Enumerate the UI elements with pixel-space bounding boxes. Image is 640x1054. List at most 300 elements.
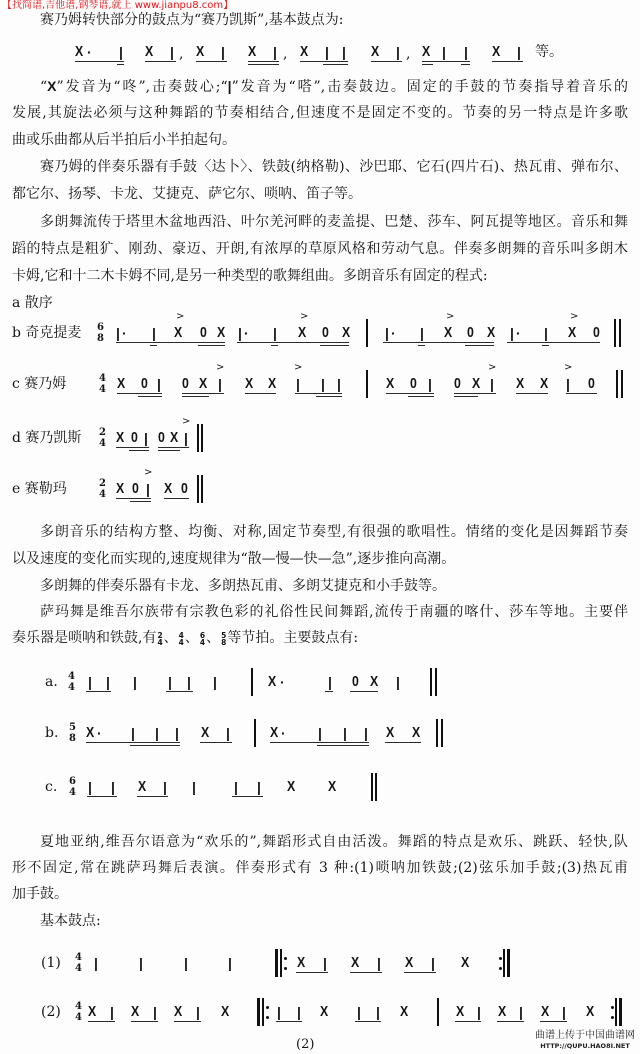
dum-stroke: X [405,954,414,971]
dum-stroke: X [268,375,277,392]
tak-stroke: | [184,955,188,971]
beam-line [131,1021,158,1022]
beam-line [200,742,232,743]
paragraph-line: 夏地亚纳,维吾尔语意为“欢乐的”,舞蹈形式自由活泼。舞蹈的特点是欢乐、跳跃、轻快,队 [40,834,628,850]
beam-line [316,396,342,397]
final-barline [441,719,443,747]
paragraph-line: 多朗舞流传于塔里木盆地西沿、叶尔羌河畔的麦盖提、巴楚、莎车、阿瓦提等地区。音乐和舞 [40,214,628,230]
dum-stroke: X [217,324,226,341]
tak-stroke: | [228,955,232,971]
dum-stroke: X [386,375,395,392]
basic-beats-label: 基本鼓点: [40,913,101,929]
paragraph-line [12,628,628,648]
dum-stroke: X [131,1003,140,1020]
time-signature [74,1001,83,1023]
beam-line [158,447,189,448]
form-label-sanxu: a 散序 [12,295,53,311]
meter-numerator: 5 [221,630,227,640]
comma: , [283,46,288,62]
site-watermark-top: 【找简谱,吉他谱,钢琴谱,就上 www.jianpu8.com】 [2,0,234,11]
dum-stroke: X [174,324,183,341]
time-signature [74,952,83,974]
ts-denominator: 4 [68,682,75,693]
separator: 、 [206,630,221,646]
meter-denominator: 8 [221,638,227,647]
tak-stroke: | [318,725,322,741]
dum-stroke: X [86,724,95,741]
beam-line [232,796,263,797]
tak-stroke: | [566,376,570,392]
beam-line [117,393,162,394]
tak-stroke: | [187,674,191,690]
rhythm-row-sainaimu [0,362,640,395]
tak-stroke: | [88,674,92,690]
dum-stroke: X [116,480,125,497]
repeat-start-thick-bar [257,998,260,1026]
etc-text: 等。 [535,44,563,60]
dum-stroke: X [116,429,125,446]
dum-stroke: X [75,43,84,60]
final-barline [616,370,618,398]
beam-line [454,393,496,394]
paragraph-line: 多朗音乐的结构方整、均衡、对称,固定节奏型,有很强的歌唱性。情绪的变化是因舞蹈节奏 [40,524,628,540]
meter-fraction [157,632,162,647]
accent-mark: > [446,311,455,322]
beam-line [116,498,151,499]
ts-numerator: 4 [68,671,75,682]
augmentation-dot: · [97,725,102,741]
dum-stroke: X [540,375,549,392]
tak-stroke: | [464,44,468,60]
tak-stroke: | [297,1004,301,1020]
tak-stroke: | [544,325,548,341]
augmentation-dot: · [516,325,521,341]
final-barline [436,719,438,747]
ts-numerator: 2 [99,427,106,438]
tak-stroke: | [218,376,222,392]
tak-stroke: | [517,44,521,60]
tak-stroke: | [377,955,381,971]
accent-mark: > [570,311,579,322]
beam-line [182,393,224,394]
beam-line [461,64,470,65]
dum-stroke: X [412,724,421,741]
tak-stroke: | [131,725,135,741]
paragraph-line: 卡姆,它和十二木卡姆不同,是另一种类型的歌舞组曲。多朗音乐有固定的程式: [12,268,488,284]
rest: 0 [410,375,417,392]
final-barline [430,668,432,696]
tak-stroke: | [321,376,325,392]
repeat-start-thin-bar [280,949,282,977]
dum-stroke: X [498,1003,507,1020]
tak-stroke: | [221,44,225,60]
barline [254,719,256,747]
beam-line [245,393,276,394]
repeat-dots [284,957,287,970]
tak-stroke: | [94,955,98,971]
rest: 0 [588,375,595,392]
dum-stroke: X [297,954,306,971]
time-signature [98,427,107,449]
dum-stroke: X [461,954,470,971]
beam-line [465,345,494,346]
repeat-start-thin-bar [262,998,264,1026]
tak-stroke: | [139,955,143,971]
tak-stroke: | [562,1004,566,1020]
dum-stroke: X [88,1003,97,1020]
meter-denominator: 4 [199,638,206,647]
barline [251,668,253,696]
time-signature [68,722,77,744]
final-barline [201,424,203,452]
tak-stroke: | [325,44,329,60]
paragraph-line: 赛乃姆的伴奏乐器有手鼓〈达卜〉、铁鼓(纳格勒)、沙巴耶、它石(四片石)、热瓦甫、弹布尔、 [40,159,628,175]
text-segment: 奏乐器是唢呐和铁鼓,有 [12,630,157,646]
site-watermark-bottom [531,1030,639,1050]
beam-line [276,1021,302,1022]
tak-stroke: | [144,430,148,446]
repeat-end-thin-bar [503,949,505,977]
ts-numerator: 2 [99,478,106,489]
ts-numerator: 4 [99,373,106,384]
beam-line [492,61,523,62]
tak-stroke: | [192,779,196,795]
tak-stroke: | [519,1004,523,1020]
final-barline [197,424,199,452]
tak-stroke: | [184,430,188,446]
tak-stroke: | [111,779,115,795]
time-signature [98,373,107,395]
dum-stroke: X [138,778,147,795]
tak-stroke: | [116,325,120,341]
rhythm-row-sama-b [0,722,640,744]
tak-stroke: | [88,779,92,795]
accent-mark: > [144,467,153,478]
dum-stroke: X [145,43,154,60]
time-signature [67,671,76,693]
dum-stroke: X [248,43,257,60]
beam-line [516,393,548,394]
beam-line [130,745,180,746]
accent-mark: > [182,416,191,427]
tak-stroke: | [337,376,341,392]
beam-line [320,345,349,346]
ts-denominator: 4 [99,384,106,395]
tak-stroke: | [196,1004,200,1020]
ts-denominator: 4 [75,1012,82,1023]
repeat-end-thick-bar [507,949,510,977]
beam-line [129,450,149,451]
tak-stroke: | [385,325,389,341]
tak-stroke: | [146,481,150,497]
dum-stroke: X [456,1003,465,1020]
repeat-start-thick-bar [275,949,278,977]
form-label: e 赛勒玛 [12,481,67,497]
tak-symbol: | [227,78,232,94]
augmentation-dot: · [87,44,92,60]
repeat-dots [499,957,502,970]
rest: 0 [200,324,207,341]
beam-line [150,345,157,346]
beam-line [130,501,151,502]
tak-stroke: | [110,1004,114,1020]
beam-line [137,796,168,797]
beam-line [271,345,278,346]
meter-fraction [221,632,226,647]
beam-line [198,345,225,346]
beam-line [540,1021,567,1022]
beam-line [237,342,349,343]
beam-line [404,972,436,973]
beam-line [323,64,348,65]
beam-line [300,61,348,62]
dum-stroke: X [270,724,279,741]
text-segment: “ [40,79,48,95]
final-barline [197,475,199,503]
ts-denominator: 4 [99,489,106,500]
comma: , [406,46,411,62]
beam-line [383,342,494,343]
dum-stroke: X [541,1003,550,1020]
final-barline [619,319,621,347]
tak-stroke: | [342,44,346,60]
tak-stroke: | [234,779,238,795]
tak-stroke: | [396,44,400,60]
tak-stroke: | [175,725,179,741]
tak-stroke: | [343,725,347,741]
beam-line [166,691,193,692]
dum-stroke: X [199,375,208,392]
rest: 0 [181,480,188,497]
beam-line [182,396,209,397]
tak-stroke: | [396,674,400,690]
time-signature [98,478,107,500]
barline [366,370,368,398]
text-segment: ”发音为“嗒”,击奏鼓边。固定的手鼓的节奏指导着音乐的 [231,79,629,95]
augmentation-dot: · [281,725,286,741]
tak-stroke: | [328,674,332,690]
dum-stroke: X [472,375,481,392]
tak-stroke: | [490,376,494,392]
dum-stroke: X [174,1003,183,1020]
repeat-dots [611,1006,614,1019]
comma: , [179,46,184,62]
repeat-end-thin-bar [615,998,617,1026]
ts-numerator: 4 [75,1001,82,1012]
tak-stroke: | [296,376,300,392]
meter-numerator: 6 [199,630,206,640]
tak-stroke: | [357,1004,361,1020]
ts-denominator: 8 [69,733,76,744]
beam-line [116,447,149,448]
beam-line [248,61,279,62]
meter-denominator: 4 [157,638,163,647]
beam-line [138,396,162,397]
rhythm-row-shadiyana-2 [0,1001,640,1023]
dum-stroke: X [298,324,307,341]
dum-stroke: X [371,43,380,60]
dum-stroke: X [287,778,296,795]
tak-stroke: | [226,725,230,741]
dum-stroke: X [516,375,525,392]
beam-line [75,61,124,62]
beam-line [174,1021,201,1022]
tak-stroke: | [510,325,514,341]
time-signature [96,322,105,344]
dum-stroke: X [444,324,453,341]
rhythm-row-sama-a [0,671,640,693]
separator: 、 [163,630,178,646]
beam-line [566,393,597,394]
augmentation-dot: · [280,674,285,690]
tak-stroke: | [323,955,327,971]
beam-line [270,742,369,743]
accent-mark: > [216,362,225,373]
dum-stroke: X [586,1003,595,1020]
tak-stroke: | [442,44,446,60]
ts-denominator: 4 [75,963,82,974]
meter-numerator: 4 [178,630,184,640]
beam-line [86,691,111,692]
meter-fraction [179,632,184,647]
beam-line [87,796,117,797]
beam-line [196,61,227,62]
tak-stroke: | [238,325,242,341]
dum-stroke: X [351,954,360,971]
accent-mark: > [564,362,573,373]
paragraph-line: 加手鼓。 [12,886,68,902]
tak-stroke: | [133,674,137,690]
dum-stroke: X [320,1003,329,1020]
ts-denominator: 8 [97,333,104,344]
beam-line [145,61,176,62]
final-barline [201,475,203,503]
final-barline [375,773,377,801]
rest: 0 [182,375,189,392]
pattern-label: (2) [41,1004,61,1020]
text-segment: 等节拍。主要鼓点有: [227,630,359,646]
accent-mark: > [294,362,303,373]
form-label: b 奇克提麦 [12,325,82,341]
beam-line [295,393,342,394]
ts-numerator: 6 [69,776,76,787]
rest: 0 [131,429,138,446]
dum-stroke: X [342,324,351,341]
tak-stroke: | [168,674,172,690]
dum-stroke: X [386,724,395,741]
beam-line [296,972,328,973]
tak-stroke: | [213,674,217,690]
accent-mark: > [488,362,497,373]
watermark-line: 曲谱上传于中国曲谱网 [535,1030,635,1041]
beam-line [325,691,333,692]
beam-line [507,342,600,343]
tak-stroke: | [157,376,161,392]
paragraph-line: 发展,其旋法必须与这种舞蹈的节奏相结合,但速度不是固定不变的。节奏的另一特点是许多歌 [12,105,628,121]
ts-numerator: 6 [97,322,104,333]
augmentation-dot: · [244,325,249,341]
accent-mark: > [176,311,185,322]
meter-denominator: 4 [178,638,184,647]
dum-stroke: X [245,375,254,392]
tak-stroke: | [273,44,277,60]
ts-numerator: 4 [75,952,82,963]
dum-stroke: X [492,43,501,60]
dum-stroke: X [201,724,210,741]
beam-line [371,61,402,62]
augmentation-dot: · [122,325,127,341]
intro-sentence: 赛乃姆转快部分的鼓点为“赛乃凯斯”,基本鼓点为: [40,12,344,28]
tak-stroke: | [170,44,174,60]
paragraph-line: 蹈的特点是粗犷、刚劲、豪迈、开朗,有浓厚的草原风格和劳动气息。伴奏多朗舞的音乐叫多朗木 [12,241,628,257]
tak-stroke: | [119,44,123,60]
final-barline [621,370,623,398]
beam-line [408,396,434,397]
pattern-label: c. [45,779,58,795]
dum-stroke: X [422,43,431,60]
rest: 0 [158,429,165,446]
tak-stroke: | [364,725,368,741]
beam-line [418,345,425,346]
beam-line [385,742,421,743]
repeat-end-thick-bar [619,998,622,1026]
beam-line [117,64,124,65]
beam-line [386,393,434,394]
paragraph-line: 萨玛舞是维吾尔族带有宗教色彩的礼俗性民间舞蹈,流传于南疆的喀什、莎车等地。主要伴 [40,604,628,620]
beam-line [86,742,180,743]
tak-stroke: | [273,325,277,341]
beam-line [158,450,180,451]
rest: 0 [593,324,600,341]
pattern-label: b. [45,725,59,741]
dum-stroke: X [164,480,173,497]
ts-denominator: 4 [99,438,106,449]
beam-line [542,345,549,346]
text-segment: ”发音为“咚”,击奏鼓心;“ [56,79,228,95]
paragraph-line: 多朗舞的伴奏乐器有卡龙、多朗热瓦甫、多朗艾捷克和小手鼓等。 [40,578,446,594]
dum-stroke: X [568,324,577,341]
dum-stroke: X [196,43,205,60]
rhythm-row-sama-c [0,776,640,798]
rhythm-row-sailema [0,467,640,500]
tak-stroke: | [431,955,435,971]
barline [437,998,439,1026]
pattern-label: (1) [41,955,61,971]
beam-line [422,64,433,65]
beam-line [454,396,478,397]
beam-line [455,1021,481,1022]
dum-stroke: X [487,324,496,341]
beam-line [355,1021,381,1022]
dum-stroke: X [370,673,379,690]
beam-line [350,972,382,973]
tak-stroke: | [152,325,156,341]
tak-stroke: | [155,725,159,741]
tak-stroke: | [153,1004,157,1020]
beam-line [248,64,279,65]
tak-stroke: | [420,325,424,341]
dum-stroke: X [328,778,337,795]
final-barline [435,668,437,696]
meter-numerator: 2 [157,630,163,640]
repeat-dots [266,1006,269,1019]
beam-line [317,745,369,746]
watermark-url: HTTP://QUPU.HAO8I.NET [540,1042,630,1050]
beam-line [350,691,378,692]
time-signature [68,776,77,798]
final-barline [614,319,616,347]
beam-line [164,498,189,499]
